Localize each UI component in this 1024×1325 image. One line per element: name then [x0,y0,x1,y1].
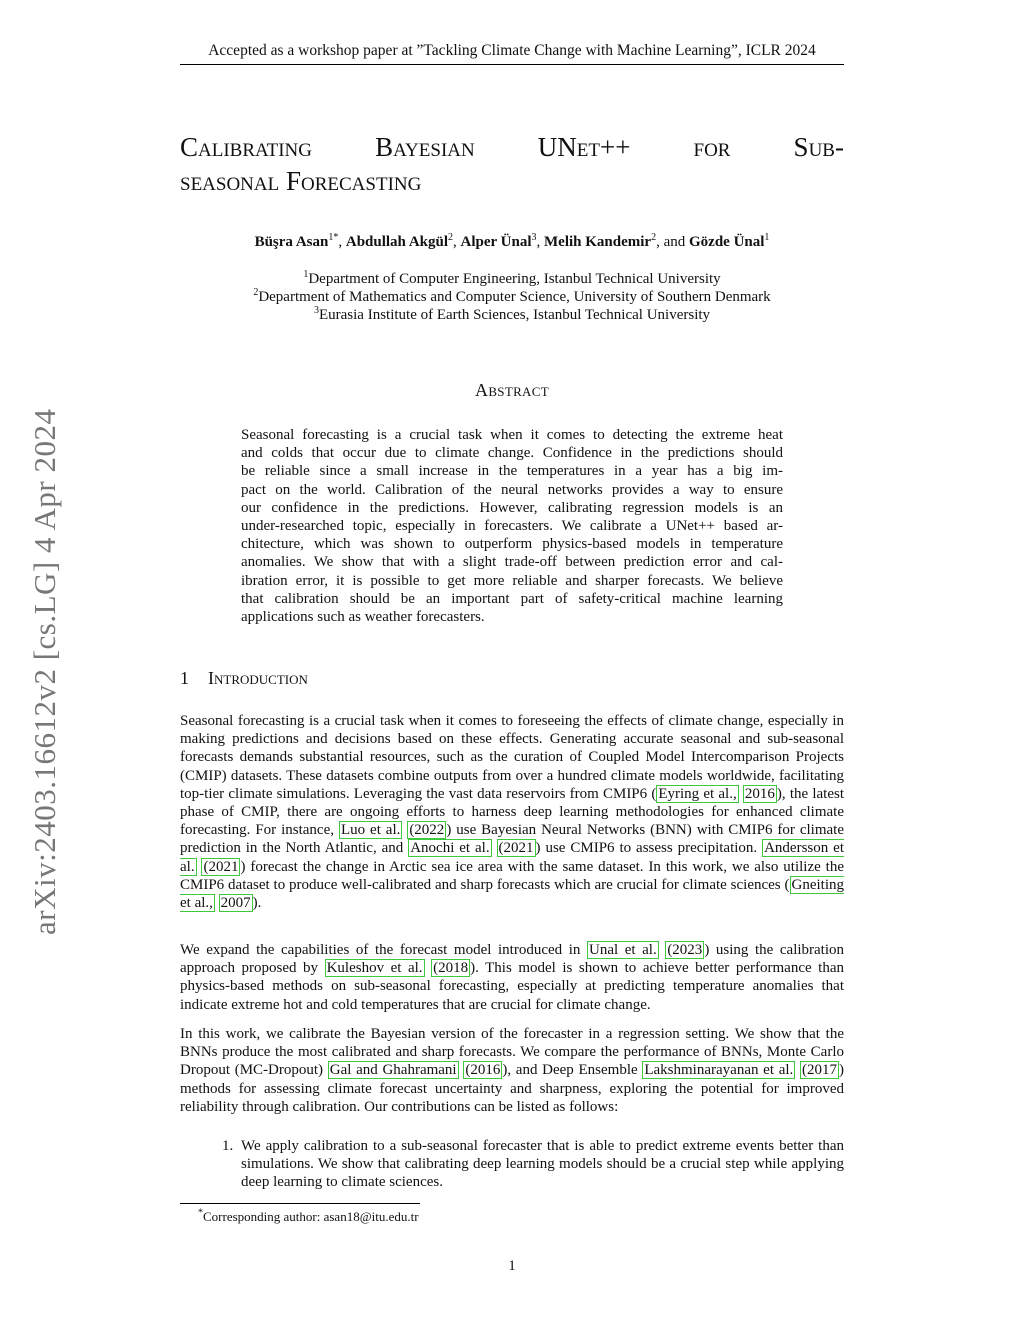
citation-link[interactable]: Unal et al. [588,942,657,958]
citation-link[interactable]: Kuleshov et al. [326,960,423,977]
citation-year-link[interactable]: (2017 [802,1062,838,1079]
abstract-line: and colds that occur due to climate change. Confidence in the predictions should [241,445,783,462]
affiliations [180,270,844,324]
citation-link[interactable]: Andersson et al. [180,840,844,875]
footnote [198,1209,419,1225]
footnote-rule [180,1203,420,1204]
affiliation [180,306,844,324]
paragraph-text: ) methods for assessing climate forecast uncertainty and sharpness, exploring the potential for improved reliability through calibration. Our contributions can be listed as follows: [180,1062,845,1115]
citation-year-link[interactable]: (2016 [465,1062,501,1079]
citation-year-link[interactable]: (2018 [433,960,469,977]
intro-paragraph-2 [180,941,844,1014]
author-affiliation-mark: 1 [764,232,770,243]
footnote-mark: * [198,1207,203,1219]
affiliation-mark: 3 [313,305,319,316]
list-item-text: We apply calibration to a sub-seasonal forecaster that is able to predict extreme events better than simulations. We show that calibrating deep learning models should be a crucial step while applying deep learning to climate sciences. [241,1138,844,1191]
abstract-line: applications such as weather forecasters. [241,608,485,625]
affiliation-text: Department of Mathematics and Computer Science, University of Southern Denmark [258,289,771,305]
citation-year-link[interactable]: 2016 [744,785,775,802]
author-affiliation-mark: 2 [448,232,454,243]
page-number: 1 [508,1258,516,1274]
abstract-line: be reliable since a small increase in the temperatures in a year has a big im- [241,463,783,480]
running-header: Accepted as a workshop paper at ”Tackling Climate Change with Machine Learning”, ICLR 2024 [180,42,844,65]
list-marker: 1. [222,1138,234,1154]
affiliation-text: Department of Computer Engineering, Istanbul Technical University [308,271,721,287]
title-word: UNet++ [537,132,631,162]
abstract-line: pact on the world. Calibration of the neural networks provides a way to ensure [241,481,783,498]
author-name: Melih Kandemir [544,234,652,250]
section-number: 1 [180,668,189,688]
abstract-line: that calibration should be an important part of safety-critical machine learning [241,590,783,607]
abstract-line: ibration error, it is possible to get more reliable and sharper forecasts. We believe [241,572,783,589]
arxiv-identifier[interactable]: arXiv:2403.16612v2 [cs.LG] 4 Apr 2024 [27,408,62,935]
citation-link[interactable]: Gal and Ghahramani [329,1062,457,1079]
citation-link[interactable]: Lakshminarayanan et al. [644,1062,794,1079]
section-title: Introduction [208,668,308,688]
author-separator: , [338,234,346,250]
title-word: for [693,132,731,162]
citation-link[interactable]: Gneiting et al., [180,876,844,912]
affiliation-mark: 1 [303,269,309,280]
title-word: Calibrating [180,132,312,162]
citation-year-link[interactable]: 2007 [220,895,251,912]
author-affiliation-mark: 2 [651,232,657,243]
citation-year-link[interactable]: (2022 [409,822,445,839]
author-list [180,234,844,251]
citation-year-link[interactable]: (2021 [498,840,534,857]
abstract-line: our confidence in the predictions. However, calibrating regression models is an [241,499,783,516]
paragraph-text: In this work, we calibrate the Bayesian version of the forecaster in a regression setting. We show that the BNNs produce the most calibrated and sharp forecasts. We compare the performance of BNNs, Monte Carlo Dropout (MC-Dropout) [180,1026,844,1079]
author-separator: , and [656,234,689,250]
title-word: Bayesian [375,132,475,162]
abstract-body [241,426,783,626]
citation-link[interactable]: Luo et al. [340,822,401,839]
author-separator: , [453,234,461,250]
paragraph-text: ) use Bayesian Neural Networks (BNN) with CMIP6 for climate prediction in the North Atlantic, and [180,822,844,857]
author-name: Abdullah Akgül [345,234,449,250]
paper-title [180,130,844,198]
paragraph-text: ) forecast the change in Arctic sea ice area with the same dataset. In this work, we also utilize the CMIP6 dataset to produce well-calibrated and sharp forecasts which are crucial for climate sciences ( [180,858,844,893]
title-line-1 [180,130,844,164]
citation-year-link[interactable]: (2021 [203,858,239,875]
paragraph-text: ), the latest phase of CMIP, there are ongoing efforts to harness deep learning methodologies for enhanced climate forecasting. For instance, [180,785,844,839]
footnote-text: Corresponding author: asan18@itu.edu.tr [203,1209,419,1224]
title-word: Sub- [793,132,844,162]
abstract-heading: Abstract [475,380,549,400]
intro-paragraph-3 [180,1025,844,1116]
title-line-2: seasonal Forecasting [180,166,422,196]
author-affiliation-mark: 3 [531,232,537,243]
citation-link[interactable]: Anochi et al. [410,840,490,857]
affiliation-text: Eurasia Institute of Earth Sciences, Istanbul Technical University [318,307,711,323]
author-separator: , [536,234,544,250]
citation-year-link[interactable]: (2023 [667,942,703,958]
affiliation [180,288,844,306]
abstract-line: under-researched topic, especially in forecasters. We calibrate a UNet++ based ar- [241,517,783,534]
affiliation [180,270,844,288]
paragraph-text: ) use CMIP6 to assess precipitation. [535,840,763,857]
paragraph-text: ) using the calibration approach proposed by [180,942,845,977]
abstract-line: chitecture, which was shown to outperform physics-based models in temperature [241,536,783,553]
citation-link[interactable]: Eyring et al., [658,785,737,802]
paragraph-text: We expand the capabilities of the forecast model introduced in [180,942,587,958]
paragraph-text: ). This model is shown to achieve better performance than physics-based methods on sub-seasonal forecasting, especially at predicting temperature anomalies that indicate extreme hot and cold temperatures that are crucial for climate change. [180,960,844,1013]
author-name: Gözde Ünal [689,234,765,250]
author-affiliation-mark: 1* [328,232,339,243]
author-name: Alper Ünal [460,234,532,250]
paragraph-text: ). [252,895,262,912]
paragraph-text: Seasonal forecasting is a crucial task when it comes to foreseeing the effects of climate change, especially in making predictions and decisions based on these effects. Generating accurate seasonal and sub-seasonal forecasts demands substantial resources, such as the curation of Coupled Model Intercomparison Projects (CMIP) datasets. These datasets combine outputs from over a hundred climate models worldwide, facilitating top-tier climate simulations. Leveraging the vast data reservoirs from CMIP6 ( [180,713,844,802]
intro-paragraph-1 [180,712,844,912]
paragraph-text: ), and Deep Ensemble [502,1062,643,1079]
author-name: Büşra Asan [254,234,329,250]
abstract-line: Seasonal forecasting is a crucial task when it comes to detecting the extreme heat [241,427,783,443]
section-heading-introduction [180,668,844,689]
affiliation-mark: 2 [253,287,259,298]
abstract-line: anomalies. We show that with a slight trade-off between prediction error and cal- [241,554,783,571]
